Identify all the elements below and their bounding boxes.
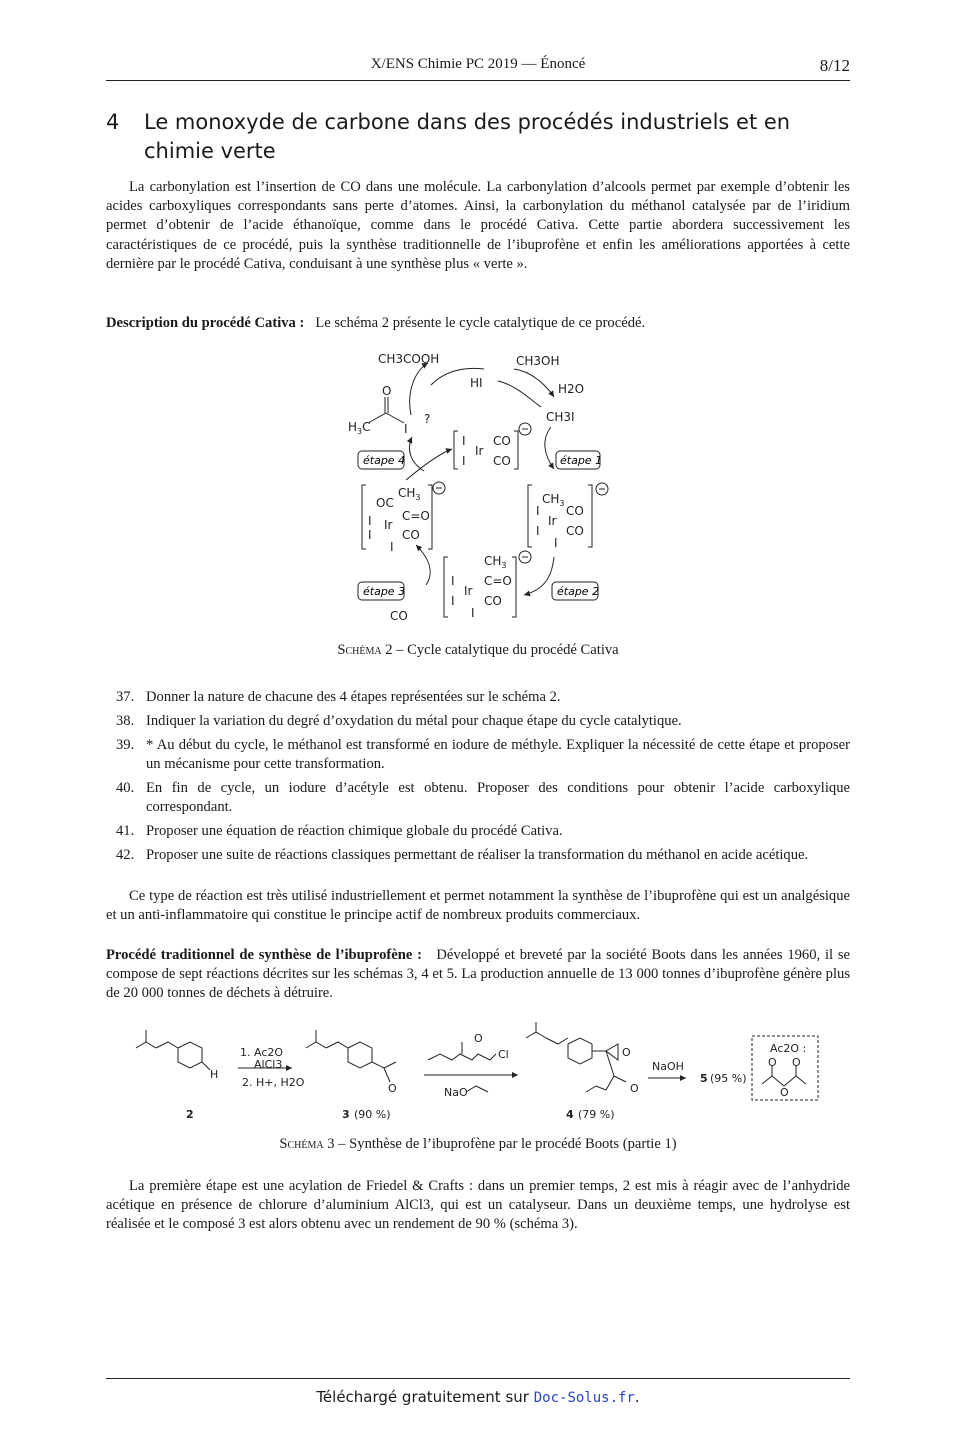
svg-text:I: I [390,540,394,554]
svg-text:I: I [368,514,372,528]
svg-text:CO: CO [402,528,420,542]
svg-text:O: O [792,1056,801,1069]
svg-text:H: H [210,1068,219,1081]
boots-heading: Procédé traditionnel de synthèse de l’ibuprofène : [106,947,422,963]
svg-text:I: I [368,528,372,542]
section-number: 4 [106,110,120,134]
svg-text:I: I [451,594,455,608]
svg-text:Ac2O :: Ac2O : [770,1042,807,1055]
label-c3: 3 [342,1108,350,1121]
svg-text:I: I [554,536,558,550]
cativa-heading: Description du procédé Cativa : [106,315,305,331]
doc-solus-link[interactable]: Doc-Solus.fr [533,1390,635,1406]
label-question: ? [424,412,431,426]
svg-text:1. Ac2O: 1. Ac2O [240,1046,284,1059]
label-h2o: H2O [558,382,585,396]
page-number: 8/12 [819,56,850,75]
svg-text:O: O [630,1082,639,1095]
svg-text:CH3: $CH_3$ [542,492,565,508]
svg-text:O: O [780,1086,789,1099]
svg-text:O: O [768,1056,777,1069]
iridium-complex-bottom [444,551,531,620]
svg-text:(95 %): (95 %) [710,1072,747,1085]
iridium-complex-left [362,482,445,554]
page-footer: Téléchargé gratuitement sur Doc-Solus.fr. [316,1388,640,1406]
svg-text:CO: CO [493,454,511,468]
svg-text:I: I [536,524,540,538]
boots-synthesis-scheme [106,1020,850,1130]
label-ch3oh: CH3OH [516,354,560,368]
svg-text:C=O: C=O [402,509,430,523]
label-co-out: CO [390,609,408,623]
question-item: 41. Proposer une équation de réaction chimique globale du procédé Cativa. [116,823,563,839]
badge-etape-2 [552,582,599,600]
acetyl-iodide-structure [368,397,404,423]
svg-text:O: O [622,1046,631,1059]
label-ch3cooh: CH3COOH [378,352,440,366]
question-item: 40. En fin de cycle, un iodure d’acétyle est obtenu. Proposer des conditions pour obtenir l’acide carboxylique correspondant. [116,780,850,815]
svg-text:Ir: Ir [548,514,557,528]
svg-text:CO: CO [566,524,584,538]
question-item: 37. Donner la nature de chacune des 4 étapes représentées sur le schéma 2. [116,689,561,705]
question-item: 38. Indiquer la variation du degré d’oxydation du métal pour chaque étape du cycle catalytique. [116,713,682,729]
label-c2: 2 [186,1108,194,1121]
svg-text:I: I [404,422,408,436]
footer-rule [106,1378,850,1379]
svg-text:CH3: $CH_3$ [484,554,507,570]
svg-text:étape 3: étape 3 [363,585,406,598]
label-hi: HI [470,376,483,390]
svg-text:NaOH: NaOH [652,1060,684,1073]
svg-text:C=O: C=O [484,574,512,588]
header-title: X/ENS Chimie PC 2019 — Énoncé [370,56,586,72]
svg-text:Ir: Ir [475,444,484,458]
svg-text:Ir: Ir [384,518,393,532]
svg-text:(79 %): (79 %) [578,1108,615,1121]
svg-text:Ir: Ir [464,584,473,598]
page-header [106,56,850,78]
svg-text:I: I [462,434,466,448]
svg-text:I: I [451,574,455,588]
svg-text:OC: OC [376,496,394,510]
section-title: Le monoxyde de carbone dans des procédés industriels et en chimie verte [144,110,791,163]
final-paragraph: La première étape est une acylation de Friedel & Crafts : dans un premier temps, 2 est mis à réagir avec de l’anhydride acétique en présence de chlorure d’aluminium AlCl3, qui est un catalyseur. Dans un deuxième temps, une hydrolyse est réalisée et le composé 3 est alors obtenu avec un rendement de 90 % (schéma 3). [106,1178,850,1233]
boots-paragraph [106,946,850,1004]
svg-text:Cl: Cl [498,1048,509,1061]
label-ch3i: CH3I [546,410,575,424]
svg-text:CO: CO [493,434,511,448]
svg-text:étape 1: étape 1 [560,454,603,467]
scheme3-caption: Schéma 3 – Synthèse de l’ibuprofène par le procédé Boots (partie 1) [279,1136,677,1152]
section-heading [106,108,850,166]
svg-text:NaO: NaO [444,1086,468,1099]
question-list [106,688,850,870]
cativa-cycle-scheme [106,345,850,635]
header-rule [106,80,850,81]
question-item: 42. Proposer une suite de réactions classiques permettant de réaliser la transformation du méthanol en acide acétique. [116,847,809,863]
badge-etape-1 [556,451,602,469]
scheme2-caption: Schéma 2 – Cycle catalytique du procédé Cativa [337,642,619,658]
svg-text:étape 4: étape 4 [363,454,406,467]
question-item: 39. * Au début du cycle, le méthanol est transformé en iodure de méthyle. Expliquer la nécessité de cette étape et proposer un mécanisme pour cette transformation. [116,737,850,772]
intro-paragraph: La carbonylation est l’insertion de CO dans une molécule. La carbonylation d’alcools permet par exemple d’obtenir les acides carboxyliques correspondants sans perte d’atomes. Ainsi, la carbonylation du méthanol catalysée par de l’iridium permet d’obtenir de l’acide éthanoïque, comme dans le procédé Cativa. Cette partie abordera successivement les caractéristiques de ce procédé, puis la synthèse traditionnelle de l’ibuprofène et enfin les améliorations apportées à cette dernière par le procédé Cativa, conduisant à une synthèse plus « verte ». [106,179,850,272]
iridium-complex-top [454,423,531,469]
svg-text:O: O [388,1082,397,1095]
svg-text:étape 2: étape 2 [557,585,600,598]
svg-text:AlCl3: AlCl3 [254,1058,283,1071]
svg-text:2. H+, H2O: 2. H+, H2O [242,1076,305,1089]
label-c4: 4 [566,1108,574,1121]
badge-etape-3 [358,582,405,600]
iridium-complex-right [528,483,608,550]
cativa-paragraph [106,314,850,333]
svg-text:H3C: $H_3C$ [348,420,371,436]
badge-etape-4 [358,451,405,469]
label-c5: 5 [700,1072,708,1085]
svg-text:I: I [471,606,475,620]
svg-text:CH3: $CH_3$ [398,486,421,502]
cativa-text: Le schéma 2 présente le cycle catalytique de ce procédé. [315,315,646,331]
svg-text:CO: CO [484,594,502,608]
svg-text:CO: CO [566,504,584,518]
boots-text: Développé et breveté par la société Boots dans les années 1960, il se compose de sept réactions décrites sur les schémas 3, 4 et 5. La production annuelle de 13 000 tonnes d’ibuprofène génère plus de 20 000 tonnes de déchets à détruire. [106,947,851,1002]
svg-text:O: O [474,1032,483,1045]
svg-text:I: I [462,454,466,468]
svg-text:O: O [382,384,392,398]
svg-text:I: I [536,504,540,518]
after-questions-paragraph: Ce type de réaction est très utilisé industriellement et permet notamment la synthèse de l’ibuprofène qui est un analgésique et un anti-inflammatoire qui constitue le principe actif de nombreux produits commerciaux. [106,888,850,924]
svg-text:(90 %): (90 %) [354,1108,391,1121]
